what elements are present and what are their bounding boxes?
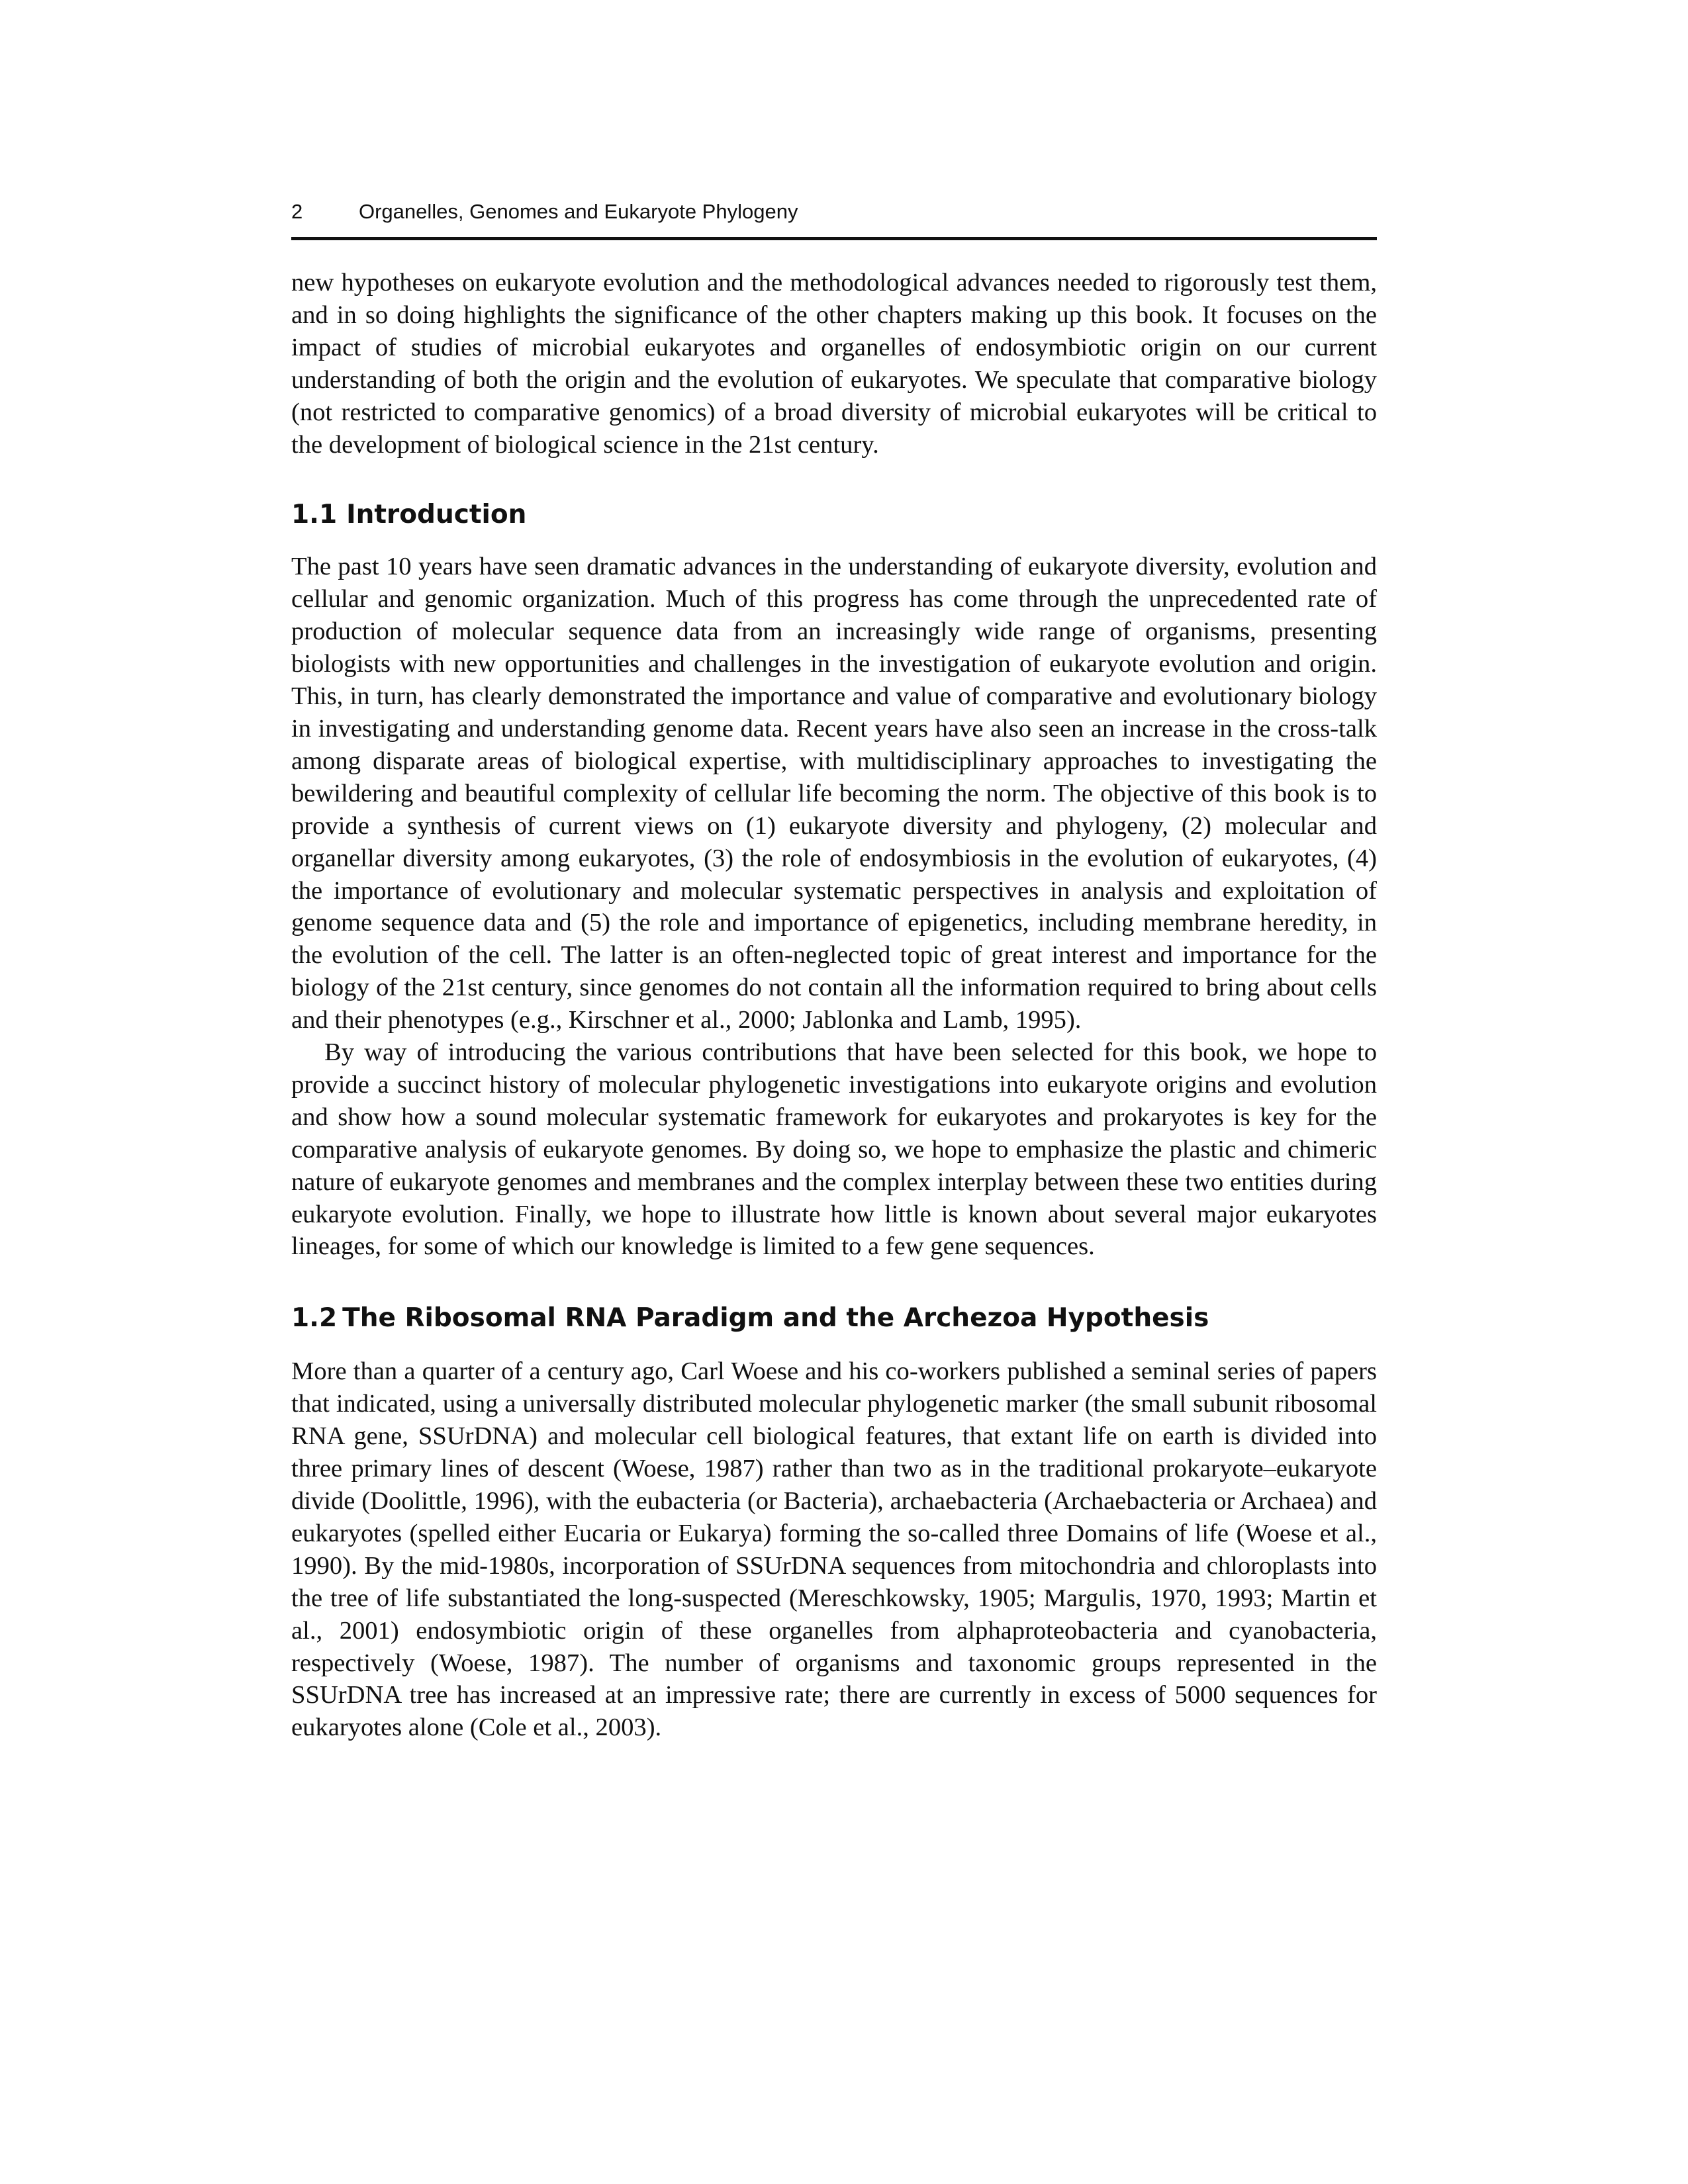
section-title: Introduction — [346, 500, 527, 530]
ribosomal-rna-paragraph-1: More than a quarter of a century ago, Carl Woese and his co-workers published a seminal series of papers that indicated, using a universally distributed molecular phylogenetic marker (the small subunit ribosomal RNA gene, SSUrDNA) and molecular cell biological features, that extant life on earth is divided into three primary lines of descent (Woese, 1987) rather than two as in the traditional prokaryote–eukaryote divide (Doolittle, 1996), with the eubacteria (or Bacteria), archaebacteria (Archaebacteria or Archaea) and eukaryotes (spelled either Eucaria or Eukarya) forming the so-called three Domains of life (Woese et al., 1990). By the mid-1980s, incorporation of SSUrDNA sequences from mitochondria and chloroplasts into the tree of life substantiated the long-suspected (Mereschkowsky, 1905; Margulis, 1970, 1993; Martin et al., 2001) endosymbiotic origin of these organelles from alphaproteobacteria and cyanobacteria, respectively (Woese, 1987). The number of organisms and taxonomic groups represented in the SSUrDNA tree has increased at an impressive rate; there are currently in excess of 5000 sequences for eukaryotes alone (Cole et al., 2003). — [291, 1357, 1377, 1742]
page — [291, 192, 1377, 1744]
introduction-paragraph-2: By way of introducing the various contributions that have been selected for this book, we hope to provide a succinct history of molecular phylogenetic investigations into eukaryote origins and evolution and show how a sound molecular systematic framework for eukaryotes and prokaryotes is key for the comparative analysis of eukaryote genomes. By doing so, we hope to emphasize the plastic and chimeric nature of eukaryote genomes and membranes and the complex interplay between these two entities during eukaryote evolution. Finally, we hope to illustrate how little is known about several major eukaryotes lineages, for some of which our knowledge is limited to a few gene sequences. — [291, 1038, 1377, 1261]
running-title: Organelles, Genomes and Eukaryote Phylogeny — [359, 200, 798, 223]
section-title: The Ribosomal RNA Paradigm and the Archezoa Hypothesis — [342, 1303, 1209, 1334]
page-number: 2 — [291, 200, 303, 223]
introduction-paragraph-1: The past 10 years have seen dramatic advances in the understanding of eukaryote diversity, evolution and cellular and genomic organization. Much of this progress has come through the unprecedented rate of production of molecular sequence data from an increasingly wide range of organisms, presenting biologists with new opportunities and challenges in the investigation of eukaryote evolution and origin. This, in turn, has clearly demonstrated the importance and value of comparative and evolutionary biology in investigating and understanding genome data. Recent years have also seen an increase in the cross-talk among disparate areas of biological expertise, with multidisciplinary approaches to investigating the bewildering and beautiful complexity of cellular life becoming the norm. The objective of this book is to provide a synthesis of current views on (1) eukaryote diversity and phylogeny, (2) molecular and organellar diversity among eukaryotes, (3) the role of endosymbiosis in the evolution of eukaryotes, (4) the importance of evolutionary and molecular systematic perspectives in analysis and exploitation of genome sequence data and (5) the role and importance of epigenetics, including membrane heredity, in the evolution of the cell. The latter is an often-neglected topic of great interest and importance for the biology of the 21st century, since genomes do not contain all the information required to bring about cells and their phenotypes (e.g., Kirschner et al., 2000; Jablonka and Lamb, 1995). — [291, 553, 1377, 1034]
section-number: 1.2 — [291, 1303, 338, 1334]
section-heading-introduction — [291, 495, 1377, 535]
intro-continuation-paragraph: new hypotheses on eukaryote evolution and the methodological advances needed to rigorously test them, and in so doing highlights the significance of the other chapters making up this book. It focuses on the impact of studies of microbial eukaryotes and organelles of endosymbiotic origin on our current understanding of both the origin and the evolution of eukaryotes. We speculate that comparative biology (not restricted to comparative genomics) of a broad diversity of microbial eukaryotes will be critical to the development of biological science in the 21st century. — [291, 269, 1377, 459]
header-rule — [291, 237, 1377, 240]
section-number: 1.1 — [291, 500, 338, 530]
section-heading-ribosomal-rna — [291, 1298, 1377, 1338]
running-head — [291, 192, 1377, 232]
